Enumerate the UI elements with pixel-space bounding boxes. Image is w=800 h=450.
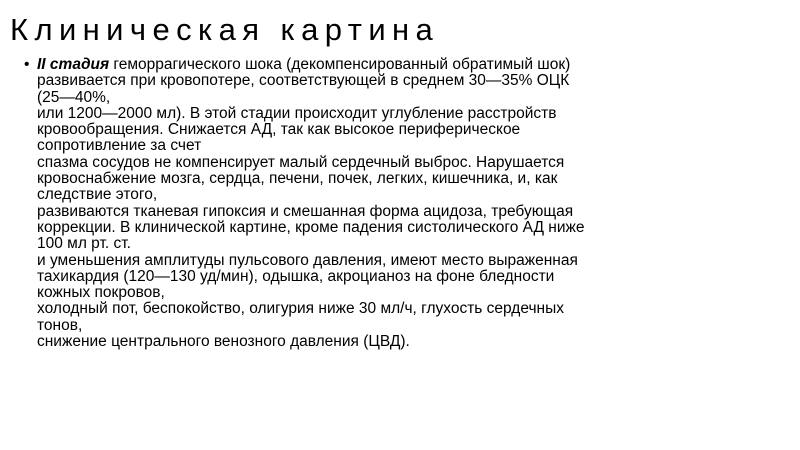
text-line: тахикардия (120—130 уд/мин), одышка, акроцианоз на фоне бледности	[37, 267, 555, 285]
text-line: 100 мл рт. ст.	[37, 235, 131, 253]
text-line: кровоснабжение мозга, сердца, печени, почек, легких, кишечника, и, как	[37, 170, 558, 188]
text-line: и уменьшения амплитуды пульсового давления, имеют место выраженная	[37, 251, 578, 269]
text-line: развиваются тканевая гипоксия и смешанная форма ацидоза, требующая	[37, 202, 574, 220]
text-line-content: геморрагического шока (декомпенсированный обратимый шок)	[109, 56, 571, 73]
text-line: спазма сосудов не компенсирует малый сердечный выброс. Нарушается	[37, 153, 565, 171]
text-line: снижение центрального венозного давления (ЦВД).	[37, 333, 410, 351]
bullet-dot-icon: •	[24, 56, 30, 73]
text-line: сопротивление за счет	[37, 137, 202, 155]
text-line	[37, 57, 737, 73]
text-line: коррекции. В клинической картине, кроме падения систолического АД ниже	[37, 218, 585, 236]
text-line: развивается при кровопотере, соответствующей в среднем 30—35% ОЦК	[37, 72, 570, 90]
bullet-text	[37, 57, 737, 350]
text-line: тонов,	[37, 316, 83, 334]
text-line: кровообращения. Снижается АД, так как высокое периферическое	[37, 121, 521, 139]
stage-label: II стадия	[37, 56, 110, 73]
text-line: кожных покровов,	[37, 284, 165, 302]
text-line: или 1200—2000 мл). В этой стадии происходит углубление расстройств	[37, 104, 557, 122]
text-line: холодный пот, беспокойство, олигурия ниже 30 мл/ч, глухость сердечных	[37, 300, 564, 318]
text-line: следствие этого,	[37, 186, 158, 204]
slide-title: Клиническая картина	[10, 12, 440, 47]
text-line: (25—40%,	[37, 88, 111, 106]
